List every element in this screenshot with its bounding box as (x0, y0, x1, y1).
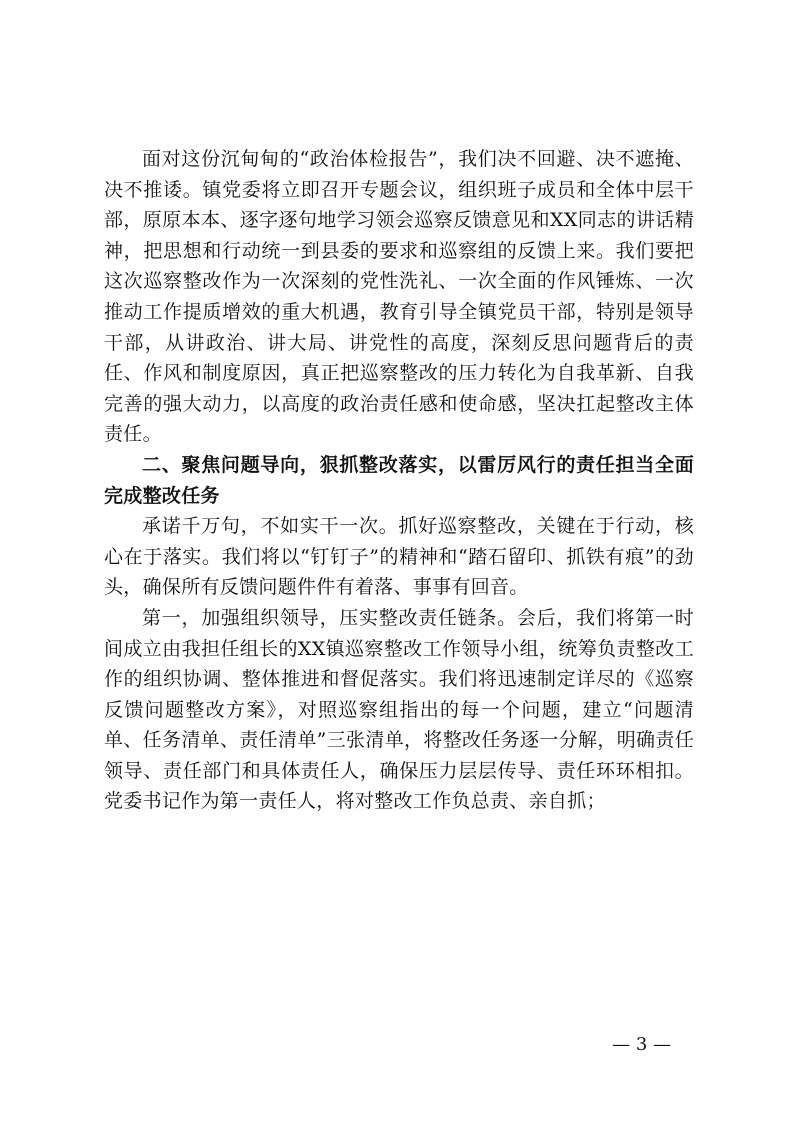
paragraph-3: 第一，加强组织领导，压实整改责任链条。会后，我们将第一时间成立由我担任组长的XX镇巡察整改工作领导小组，统筹负责整改工作的组织协调、整体推进和督促落实。我们将迅速制定详尽的《巡察反馈问题整改方案》，对照巡察组指出的每一个问题，建立“问题清单、任务清单、责任清单”三张清单，将整改任务逐一分解，明确责任领导、责任部门和具体责任人，确保压力层层传导、责任环环相扣。党委书记作为第一责任人，将对整改工作负总责、亲自抓； (104, 606, 694, 813)
page-number: — 3 — (612, 1034, 671, 1055)
section-heading: 二、聚焦问题导向，狠抓整改落实，以雷厉风行的责任担当全面完成整改任务 (104, 453, 694, 507)
paragraph-1: 面对这份沉甸甸的“政治体检报告”，我们决不回避、决不遮掩、决不推诿。镇党委将立即召开专题会议，组织班子成员和全体中层干部，原原本本、逐字逐句地学习领会巡察反馈意见和XX同志的讲话精神，把思想和行动统一到县委的要求和巡察组的反馈上来。我们要把这次巡察整改作为一次深刻的党性洗礼、一次全面的作风锤炼、一次推动工作提质增效的重大机遇，教育引导全镇党员干部，特别是领导干部，从讲政治、讲大局、讲党性的高度，深刻反思问题背后的责任、作风和制度原因，真正把巡察整改的压力转化为自我革新、自我完善的强大动力，以高度的政治责任感和使命感，坚决扛起整改主体责任。 (104, 148, 694, 446)
document-body (104, 144, 694, 817)
paragraph-2: 承诺千万句，不如实干一次。抓好巡察整改，关键在于行动，核心在于落实。我们将以“钉钉子”的精神和“踏石留印、抓铁有痕”的劲头，确保所有反馈问题件件有着落、事事有回音。 (104, 515, 694, 599)
